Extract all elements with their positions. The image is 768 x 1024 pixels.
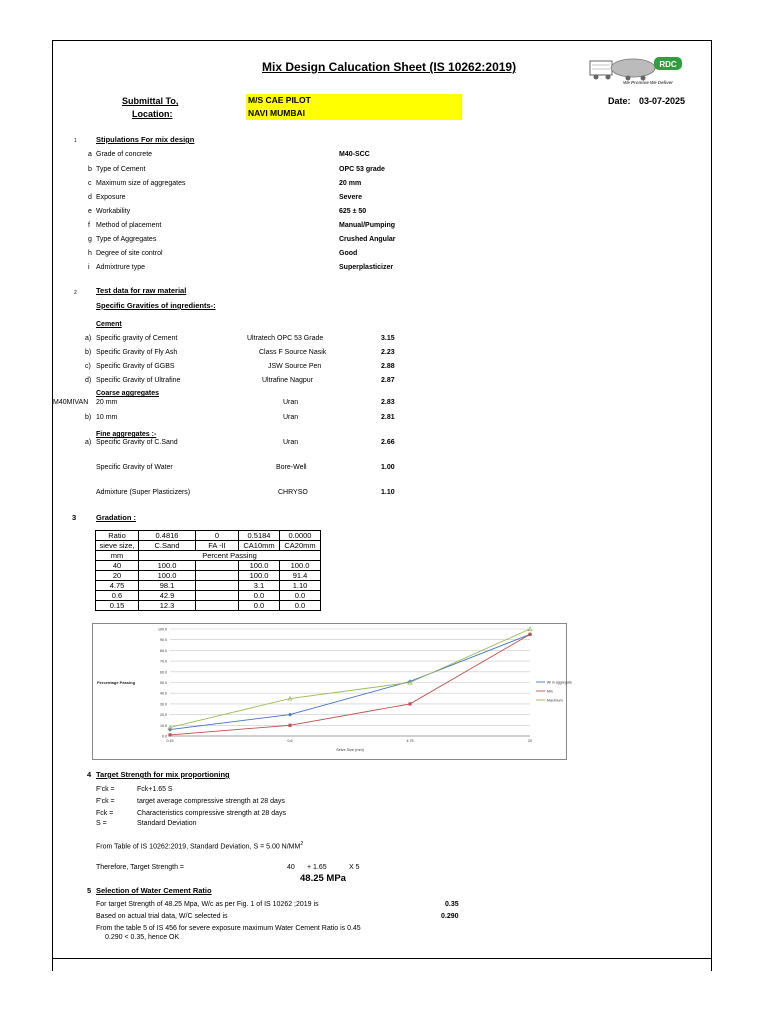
table-cell: 91.4 — [280, 571, 321, 581]
stipulation-label: Type of Cement — [96, 166, 146, 173]
section4-heading: Target Strength for mix proportioning — [96, 770, 230, 779]
stipulation-value: 20 mm — [339, 180, 362, 187]
cement-letter: d) — [85, 377, 92, 384]
cement-value: 2.23 — [381, 349, 395, 356]
table-cell: CA20mm — [280, 541, 321, 551]
section3-number: 3 — [72, 513, 77, 522]
table-cell: 0.0 — [239, 591, 280, 601]
stipulation-letter: i — [88, 264, 90, 271]
cement-source: Ultrafine Nagpur — [262, 377, 313, 384]
water-source: Bore-Well — [276, 464, 307, 471]
table-cell: 98.1 — [139, 581, 196, 591]
wc-line4: 0.290 < 0.35, hence OK — [105, 934, 180, 941]
stipulation-letter: g — [88, 236, 92, 243]
unit-row — [96, 551, 321, 561]
wc-line2: Based on actual trial data, W/C selected is — [96, 913, 228, 920]
table-cell: 0.4816 — [139, 531, 196, 541]
table-row — [96, 601, 321, 611]
table-cell: 100.0 — [239, 561, 280, 571]
fine-value: 2.66 — [381, 439, 395, 446]
coarse-value: 2.83 — [381, 399, 395, 406]
coarse-letter: b) — [85, 414, 92, 421]
date-value: 03-07-2025 — [639, 96, 686, 106]
page-title: Mix Design Calucation Sheet (IS 10262:2019) — [262, 60, 517, 74]
stipulation-value: Crushed Angular — [339, 236, 396, 243]
coarse-source: Uran — [283, 414, 299, 421]
table-row — [96, 581, 321, 591]
coarse-label: 20 mm — [96, 399, 118, 406]
y-tick-label: 90.0 — [160, 638, 167, 643]
definition-text: Characteristics compressive strength at 28 days — [137, 810, 287, 817]
table-cell: 42.9 — [139, 591, 196, 601]
cement-heading: Cement — [96, 321, 122, 328]
y-tick-label: 100.0 — [158, 627, 167, 632]
stipulation-value: Good — [339, 250, 358, 257]
table-cell: 3.1 — [239, 581, 280, 591]
stipulation-letter: h — [88, 250, 92, 257]
series-line — [170, 634, 530, 735]
fine-label: Specific Gravity of C.Sand — [96, 439, 178, 446]
cement-source: JSW Source Pen — [268, 363, 322, 370]
header-row — [96, 541, 321, 551]
date-label: Date: — [608, 96, 631, 106]
definition-symbol: F'ck = — [96, 786, 115, 793]
series-line — [170, 634, 530, 729]
admixture-label: Admixture (Super Plasticizers) — [96, 489, 191, 496]
table-cell: 20 — [96, 571, 139, 581]
submittal-value: M/S CAE PILOT — [246, 94, 462, 107]
gradation-table — [95, 530, 321, 611]
stipulation-label: Grade of concrete — [96, 151, 153, 158]
std-dev-note-text: From Table of IS 10262:2019, Standard Deviation, S = 5.00 N/MM — [96, 843, 301, 851]
x-tick-label: 0.15 — [166, 739, 174, 743]
coarse-label: 10 mm — [96, 414, 118, 421]
wc-value2: 0.290 — [441, 913, 459, 920]
x-tick-label: 20 — [528, 739, 532, 743]
y-tick-label: 70.0 — [160, 659, 167, 664]
table-cell: Ratio — [96, 531, 139, 541]
table-row — [96, 571, 321, 581]
stipulation-letter: d — [88, 194, 92, 201]
table-cell: Percent Passing — [139, 551, 321, 561]
table-cell — [196, 601, 239, 611]
series-line — [170, 629, 530, 727]
admixture-source: CHRYSO — [278, 489, 308, 496]
section1-number: 1 — [74, 138, 77, 144]
legend-label: All in aggregate — [547, 680, 572, 685]
legend-label: Min — [547, 689, 553, 694]
wc-line3: From the table 5 of IS 456 for severe exposure maximum Water Cement Ratio is 0.45 — [96, 925, 361, 932]
section2-subheading: Specific Gravities of ingredients-: — [96, 301, 216, 310]
cement-value: 3.15 — [381, 335, 395, 342]
stipulation-value: Manual/Pumping — [339, 222, 395, 229]
stipulation-label: Method of placement — [96, 222, 162, 229]
table-cell: 0.6 — [96, 591, 139, 601]
table-cell: 12.3 — [139, 601, 196, 611]
definition-symbol: F'ck = — [96, 798, 115, 805]
calc-c: X 5 — [349, 864, 360, 871]
definition-text: Fck+1.65 S — [137, 786, 173, 793]
table-cell: 40 — [96, 561, 139, 571]
table-cell: 0.0 — [280, 601, 321, 611]
fine-heading: Fine aggregates :- — [96, 431, 157, 438]
y-tick-label: 0.0 — [162, 734, 167, 739]
water-value: 1.00 — [381, 464, 395, 471]
table-cell: 0 — [196, 531, 239, 541]
y-tick-label: 20.0 — [160, 713, 167, 718]
table-cell: 4.75 — [96, 581, 139, 591]
wc-line1: For target Strength of 48.25 Mpa, W/c as per Fig. 1 of IS 10262 ;2019 is — [96, 901, 319, 908]
table-cell: 100.0 — [239, 571, 280, 581]
calc-a: 40 — [287, 864, 295, 871]
stipulation-label: Type of Aggregates — [96, 236, 157, 243]
table-cell: 0.15 — [96, 601, 139, 611]
cement-label: Specific Gravity of Ultrafine — [96, 377, 181, 384]
coarse-source: Uran — [283, 399, 299, 406]
x-axis-label: Seive Size (mm) — [336, 748, 364, 752]
cement-letter: b) — [85, 349, 92, 356]
logo-tagline: We Promise We Deliver — [623, 80, 673, 85]
rdc-logo — [588, 55, 688, 85]
gradation-chart — [92, 623, 572, 760]
coarse-value: 2.81 — [381, 414, 395, 421]
definition-text: target average compressive strength at 28 days — [137, 798, 285, 805]
section1-heading: Stipulations For mix design — [96, 135, 195, 144]
section5-heading: Selection of Water Cement Ratio — [96, 886, 212, 895]
definition-symbol: S = — [96, 820, 107, 827]
fine-letter: a) — [85, 439, 92, 446]
cement-value: 2.87 — [381, 377, 395, 384]
table-cell — [196, 581, 239, 591]
table-cell: 0.0 — [280, 591, 321, 601]
cement-value: 2.88 — [381, 363, 395, 370]
stipulation-label: Degree of site control — [96, 250, 163, 257]
data-point — [408, 702, 411, 705]
y-axis-label: Percentage Passing — [97, 680, 136, 685]
submittal-label: Submittal To, — [122, 96, 179, 106]
location-value: NAVI MUMBAI — [246, 107, 462, 120]
table-cell: 1.10 — [280, 581, 321, 591]
location-label: Location: — [132, 109, 173, 119]
stipulation-label: Maximum size of aggregates — [96, 180, 186, 187]
stipulation-letter: b — [88, 166, 92, 173]
x-tick-label: 0.6 — [287, 739, 293, 743]
table-cell: 0.5184 — [239, 531, 280, 541]
section2-number: 2 — [74, 290, 77, 296]
data-point — [168, 733, 171, 736]
table-cell: CA10mm — [239, 541, 280, 551]
table-cell: 100.0 — [139, 561, 196, 571]
coarse-heading: Coarse aggregates — [96, 390, 160, 397]
stipulation-letter: f — [88, 222, 90, 229]
fine-source: Uran — [283, 439, 299, 446]
cement-label: Specific Gravity of GGBS — [96, 363, 175, 370]
data-point — [288, 724, 291, 727]
table-cell — [196, 591, 239, 601]
target-strength-result: 48.25 MPa — [300, 873, 346, 884]
cement-source: Ultratech OPC 53 Grade — [247, 335, 324, 342]
y-tick-label: 40.0 — [160, 691, 167, 696]
therefore-label: Therefore, Target Strength = — [96, 864, 185, 871]
table-cell: C.Sand — [139, 541, 196, 551]
stipulation-value: 625 ± 50 — [339, 208, 367, 215]
legend-label: Maximum — [547, 698, 563, 703]
sheet-bottom-divider — [52, 958, 711, 959]
section5-number: 5 — [87, 886, 92, 895]
stipulation-label: Workability — [96, 208, 131, 215]
section3-heading: Gradation : — [96, 513, 137, 522]
std-dev-note-sup: 2 — [300, 841, 304, 847]
cement-label: Specific gravity of Cement — [96, 335, 178, 342]
cement-source: Class F Source Nasik — [259, 349, 327, 356]
cement-letter: a) — [85, 335, 92, 342]
table-cell — [196, 571, 239, 581]
y-tick-label: 10.0 — [160, 723, 167, 728]
stipulation-letter: e — [88, 208, 92, 215]
chart-svg — [93, 624, 572, 759]
definition-symbol: Fck = — [96, 810, 114, 817]
table-cell — [196, 561, 239, 571]
water-label: Specific Gravity of Water — [96, 464, 173, 471]
stipulation-letter: c — [88, 180, 92, 187]
wc-value1: 0.35 — [445, 901, 459, 908]
calc-b: + 1.65 — [307, 864, 327, 871]
logo-text: RDC — [659, 60, 677, 69]
section2-heading: Test data for raw material — [96, 286, 187, 295]
stipulation-value: Superplasticizer — [339, 264, 394, 271]
cement-label: Specific Gravity of Fly Ash — [96, 349, 178, 356]
definition-text: Standard Deviation — [137, 820, 197, 827]
stipulation-letter: a — [88, 151, 92, 158]
stipulation-label: Admixtrure type — [96, 264, 146, 271]
stipulation-value: Severe — [339, 194, 362, 201]
x-tick-label: 4.75 — [406, 739, 414, 743]
data-point — [528, 633, 531, 636]
table-cell: 0.0000 — [280, 531, 321, 541]
y-tick-label: 60.0 — [160, 670, 167, 675]
table-cell: 0.0 — [239, 601, 280, 611]
table-cell: 100.0 — [280, 561, 321, 571]
y-tick-label: 80.0 — [160, 648, 167, 653]
table-cell: FA -II — [196, 541, 239, 551]
cement-letter: c) — [85, 363, 91, 370]
std-dev-note — [96, 841, 303, 850]
y-tick-label: 30.0 — [160, 702, 167, 707]
y-tick-label: 50.0 — [160, 681, 167, 685]
coarse-letter: M40MIVAN — [53, 399, 89, 406]
table-cell: sieve size, — [96, 541, 139, 551]
ratio-row — [96, 531, 321, 541]
table-row — [96, 591, 321, 601]
table-row — [96, 561, 321, 571]
section4-number: 4 — [87, 770, 92, 779]
admixture-value: 1.10 — [381, 489, 395, 496]
data-point — [288, 713, 292, 717]
stipulation-value: OPC 53 grade — [339, 166, 385, 173]
stipulation-value: M40-SCC — [339, 151, 370, 158]
table-cell: 100.0 — [139, 571, 196, 581]
table-cell: mm — [96, 551, 139, 561]
stipulation-label: Exposure — [96, 194, 126, 201]
